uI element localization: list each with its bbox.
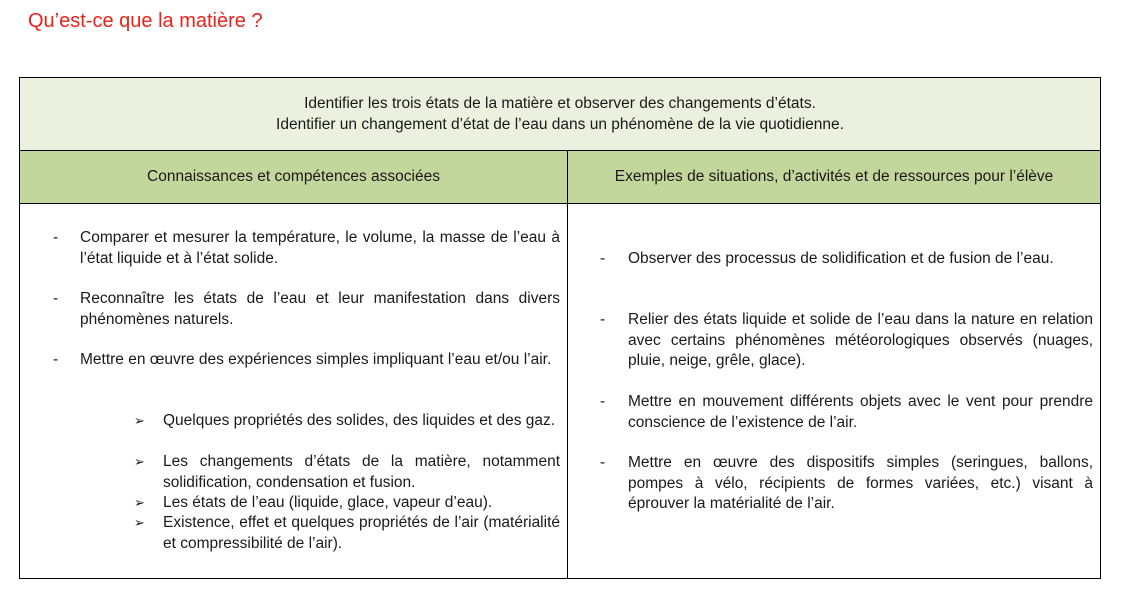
examples-column bbox=[568, 204, 1100, 578]
bullet-dash: - bbox=[600, 311, 606, 328]
example-item: Mettre en œuvre des dispositifs simples (seringues, ballons, pompes à vélo, récipients de formes variées, etc.) visant à éprouver la matérialité de l’air. bbox=[628, 454, 1093, 512]
column-header-knowledge: Connaissances et compétences associées bbox=[20, 151, 568, 204]
knowledge-column bbox=[20, 204, 568, 578]
bullet-dash: - bbox=[53, 351, 59, 368]
knowledge-item: Comparer et mesurer la température, le volume, la masse de l’eau à l’état liquide et à l’état solide. bbox=[80, 229, 560, 267]
page-title: Qu’est-ce que la matière ? bbox=[28, 10, 263, 32]
knowledge-item: Mettre en œuvre des expériences simples impliquant l’eau et/ou l’air. bbox=[80, 351, 552, 368]
arrow-bullet-icon: ➢ bbox=[134, 515, 145, 530]
knowledge-item: Reconnaître les états de l’eau et leur manifestation dans divers phénomènes naturels. bbox=[80, 290, 560, 328]
example-item: Mettre en mouvement différents objets avec le vent pour prendre conscience de l’existence de l’air. bbox=[628, 393, 1093, 431]
bullet-dash: - bbox=[600, 250, 606, 267]
curriculum-table bbox=[19, 77, 1101, 579]
bullet-dash: - bbox=[600, 393, 606, 410]
example-item: Relier des états liquide et solide de l’eau dans la nature en relation avec certains phénomènes météorologiques observés (nuages, pluie, neige, grêle, glace). bbox=[628, 311, 1093, 369]
arrow-bullet-icon: ➢ bbox=[134, 413, 145, 428]
bullet-dash: - bbox=[53, 290, 59, 307]
objective-banner bbox=[20, 78, 1100, 151]
arrow-bullet-icon: ➢ bbox=[134, 495, 145, 510]
bullet-dash: - bbox=[600, 454, 606, 471]
knowledge-subitem: Quelques propriétés des solides, des liquides et des gaz. bbox=[163, 412, 556, 429]
knowledge-subitem: Les changements d’états de la matière, notamment solidification, condensation et fusion. bbox=[163, 453, 560, 491]
example-item: Observer des processus de solidification et de fusion de l’eau. bbox=[628, 250, 1054, 267]
knowledge-subitem: Les états de l’eau (liquide, glace, vapeur d’eau). bbox=[163, 494, 493, 511]
bullet-dash: - bbox=[53, 229, 59, 246]
knowledge-subitem: Existence, effet et quelques propriétés de l’air (matérialité et compressibilité de l’air). bbox=[163, 514, 560, 552]
objective-line-1: Identifier les trois états de la matière et observer des changements d’états. bbox=[304, 95, 816, 112]
objective-line-2: Identifier un changement d’état de l’eau dans un phénomène de la vie quotidienne. bbox=[276, 116, 844, 133]
column-header-examples: Exemples de situations, d’activités et de ressources pour l’élève bbox=[568, 151, 1100, 204]
arrow-bullet-icon: ➢ bbox=[134, 454, 145, 469]
